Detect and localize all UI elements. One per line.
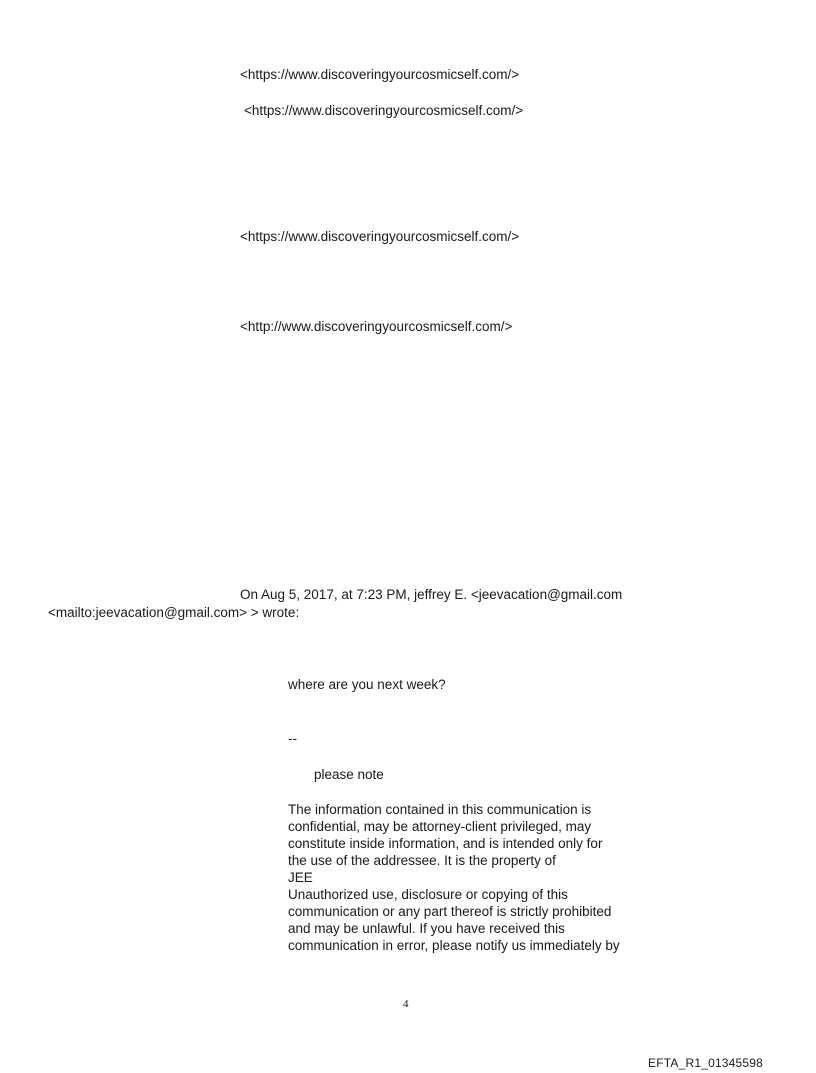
link-4[interactable]: <http://www.discoveringyourcosmicself.com/>: [240, 319, 513, 334]
signature-separator: --: [288, 731, 297, 746]
disclaimer-line: communication or any part thereof is strictly prohibited: [288, 904, 612, 919]
disclaimer-line: The information contained in this communication is: [288, 802, 592, 817]
disclaimer-line: Unauthorized use, disclosure or copying of this: [288, 887, 568, 902]
link-3[interactable]: <https://www.discoveringyourcosmicself.com/>: [240, 229, 520, 244]
link-2[interactable]: <https://www.discoveringyourcosmicself.com/>: [244, 103, 524, 118]
quote-header-line-1: On Aug 5, 2017, at 7:23 PM, jeffrey E. <jeevacation@gmail.com: [240, 587, 623, 602]
disclaimer-line: and may be unlawful. If you have received this: [288, 921, 565, 936]
disclaimer-line: communication in error, please notify us immediately by: [288, 938, 620, 953]
page-number: 4: [403, 998, 409, 1010]
disclaimer-line: confidential, may be attorney-client privileged, may: [288, 819, 592, 834]
disclaimer-line: the use of the addressee. It is the property of: [288, 853, 556, 868]
bates-number: EFTA_R1_01345598: [648, 1056, 764, 1070]
disclaimer-paragraph: [288, 801, 620, 954]
disclaimer-line: JEE: [288, 870, 313, 885]
quote-header-line-2: <mailto:jeevacation@gmail.com> > wrote:: [48, 605, 300, 620]
link-1[interactable]: <https://www.discoveringyourcosmicself.com/>: [240, 67, 520, 82]
disclaimer-line: constitute inside information, and is intended only for: [288, 836, 603, 851]
message-question: where are you next week?: [288, 677, 446, 692]
note-heading: please note: [314, 767, 384, 782]
